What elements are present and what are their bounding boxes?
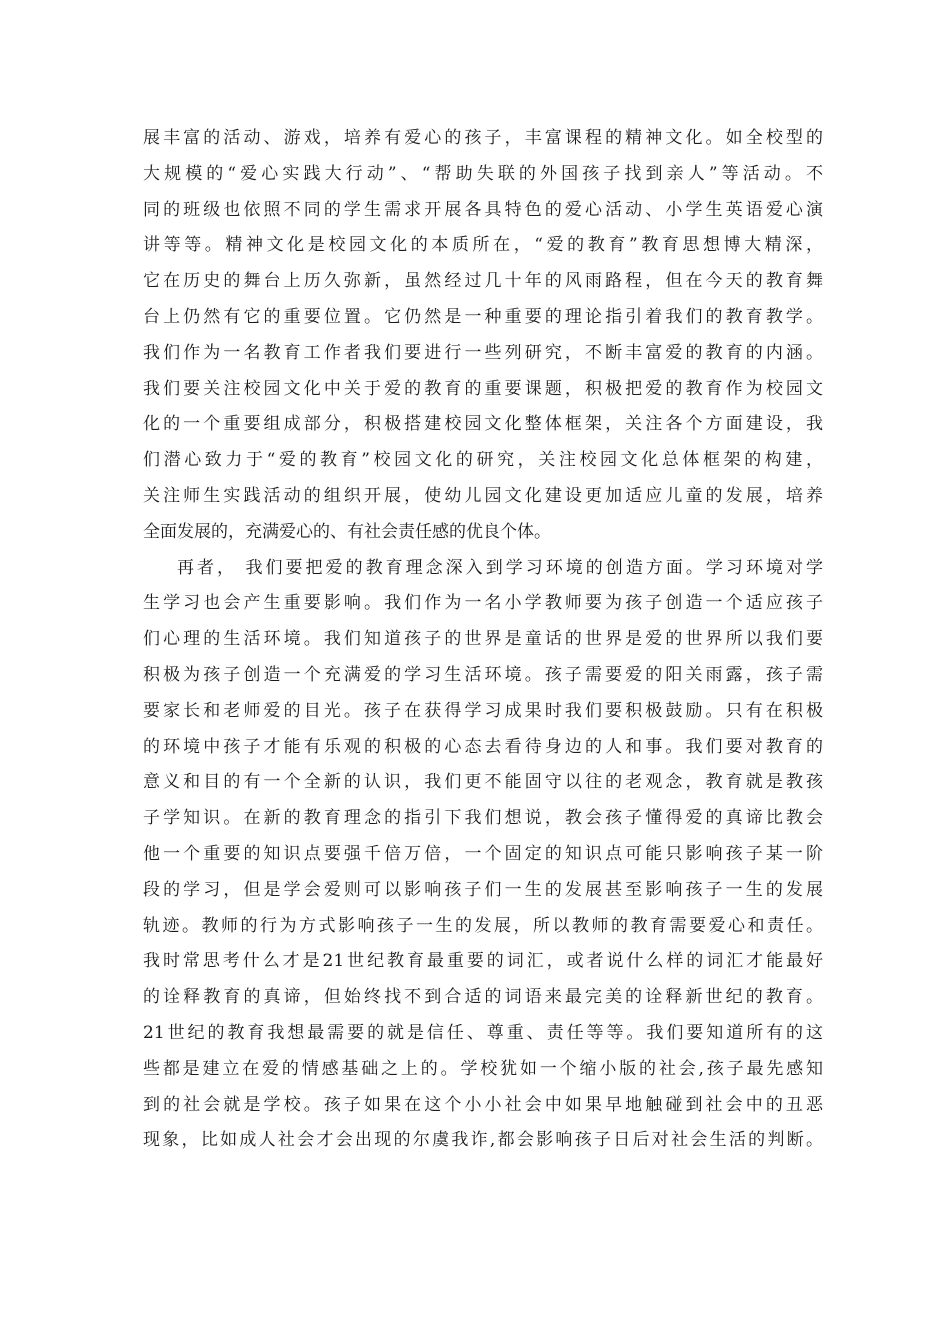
text-line: 们潜心致力于“爱的教育”校园文化的研究，关注校园文化总体框架的构建， bbox=[143, 450, 823, 471]
text-line: 段的学习，但是学会爱则可以影响孩子们一生的发展甚至影响孩子一生的发展 bbox=[143, 879, 823, 900]
text-line: 同的班级也依照不同的学生需求开展各具特色的爱心活动、小学生英语爱心演 bbox=[143, 199, 823, 220]
text-line: 的环境中孩子才能有乐观的积极的心态去看待身边的人和事。我们要对教育的 bbox=[143, 736, 823, 757]
paragraph-1 bbox=[143, 121, 823, 551]
text-line: 子学知识。在新的教育理念的指引下我们想说，教会孩子懂得爱的真谛比教会 bbox=[143, 808, 823, 829]
text-line: 生学习也会产生重要影响。我们作为一名小学教师要为孩子创造一个适应孩子 bbox=[143, 593, 823, 614]
text-line: 21世纪的教育我想最需要的就是信任、尊重、责任等等。我们要知道所有的这 bbox=[143, 1022, 823, 1043]
text-line: 们心理的生活环境。我们知道孩子的世界是童话的世界是爱的世界所以我们要 bbox=[143, 629, 823, 650]
text-line: 全面发展的，充满爱心的、有社会责任感的优良个体。 bbox=[143, 521, 551, 542]
text-line: 的诠释教育的真谛，但始终找不到合适的词语来最完美的诠释新世纪的教育。 bbox=[143, 987, 823, 1008]
text-line: 他一个重要的知识点要强千倍万倍，一个固定的知识点可能只影响孩子某一阶 bbox=[143, 843, 823, 864]
text-line: 我们要关注校园文化中关于爱的教育的重要课题，积极把爱的教育作为校园文 bbox=[143, 378, 823, 399]
text-line: 我时常思考什么才是21世纪教育最重要的词汇，或者说什么样的词汇才能最好 bbox=[143, 951, 823, 972]
text-line: 到的社会就是学校。孩子如果在这个小小社会中如果早地触碰到社会中的丑恶 bbox=[143, 1094, 823, 1115]
text-line: 大规模的“爱心实践大行动”、“帮助失联的外国孩子找到亲人”等活动。不 bbox=[143, 163, 823, 184]
text-line: 再者， 我们要把爱的教育理念深入到学习环境的创造方面。学习环境对学 bbox=[177, 557, 823, 578]
text-line: 台上仍然有它的重要位置。它仍然是一种重要的理论指引着我们的教育教学。 bbox=[143, 306, 823, 327]
text-line: 关注师生实践活动的组织开展，使幼儿园文化建设更加适应儿童的发展，培养 bbox=[143, 485, 823, 506]
text-line: 讲等等。精神文化是校园文化的本质所在，“爱的教育”教育思想博大精深， bbox=[143, 235, 823, 256]
text-line: 现象，比如成人社会才会出现的尔虞我诈,都会影响孩子日后对社会生活的判断。 bbox=[143, 1130, 823, 1151]
text-line: 些都是建立在爱的情感基础之上的。学校犹如一个缩小版的社会,孩子最先感知 bbox=[143, 1058, 823, 1079]
text-line: 意义和目的有一个全新的认识，我们更不能固守以往的老观念，教育就是教孩 bbox=[143, 772, 823, 793]
text-line: 化的一个重要组成部分，积极搭建校园文化整体框架，关注各个方面建设，我 bbox=[143, 414, 823, 435]
text-line: 要家长和老师爱的目光。孩子在获得学习成果时我们要积极鼓励。只有在积极 bbox=[143, 700, 823, 721]
text-line: 我们作为一名教育工作者我们要进行一些列研究，不断丰富爱的教育的内涵。 bbox=[143, 342, 823, 363]
text-line: 它在历史的舞台上历久弥新，虽然经过几十年的风雨路程，但在今天的教育舞 bbox=[143, 271, 823, 292]
document-body bbox=[143, 121, 823, 1159]
text-line: 展丰富的活动、游戏，培养有爱心的孩子，丰富课程的精神文化。如全校型的 bbox=[143, 128, 823, 148]
text-line: 轨迹。教师的行为方式影响孩子一生的发展，所以教师的教育需要爱心和责任。 bbox=[143, 915, 823, 936]
paragraph-2 bbox=[143, 551, 823, 1160]
text-line: 积极为孩子创造一个充满爱的学习生活环境。孩子需要爱的阳关雨露，孩子需 bbox=[143, 664, 823, 685]
